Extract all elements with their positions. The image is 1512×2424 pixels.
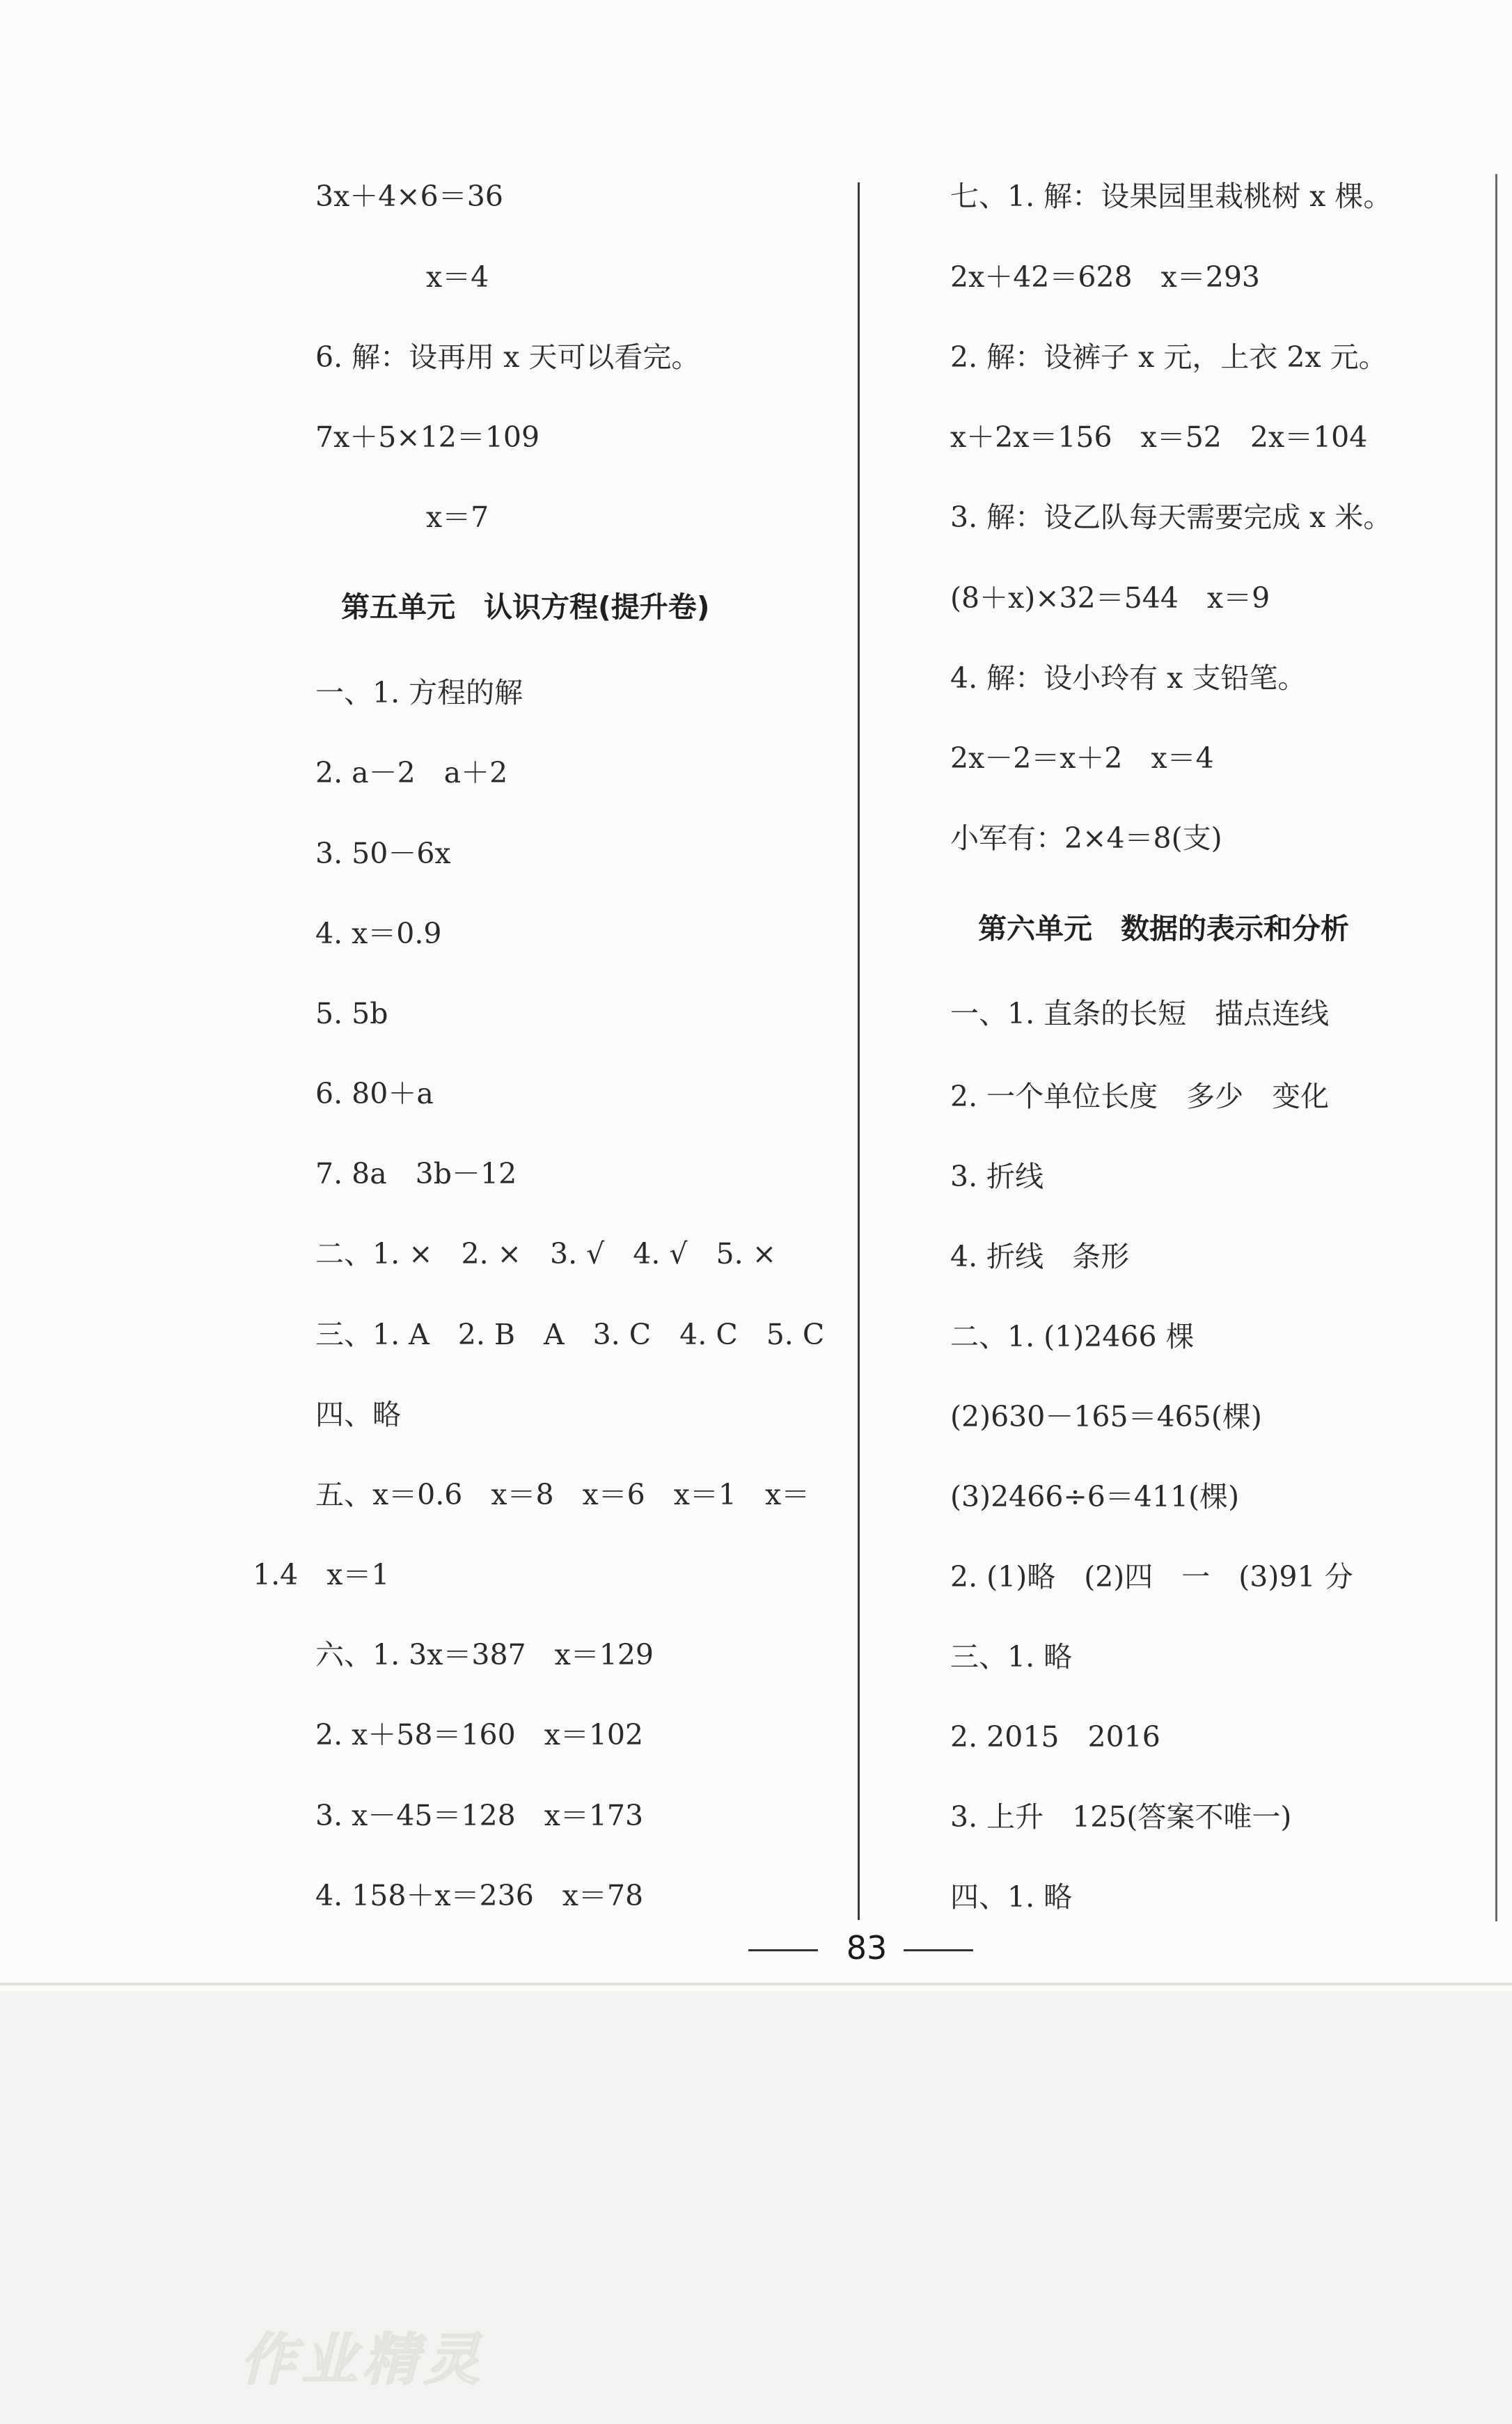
answer-line: 7. 8a 3b－12 <box>315 1157 517 1190</box>
answer-line: 2x＋42＝628 x＝293 <box>950 260 1261 294</box>
page-bottom-shadow <box>0 1983 1512 1985</box>
section-heading-unit6: 第六单元 数据的表示和分析 <box>978 912 1349 945</box>
answer-line: 4. x＝0.9 <box>315 917 442 950</box>
answer-line: 2. 一个单位长度 多少 变化 <box>950 1080 1330 1113</box>
page-number: 83 <box>846 1929 888 1967</box>
answer-line: 2. 解：设裤子 x 元，上衣 2x 元。 <box>950 340 1387 374</box>
page-edge-line <box>1495 174 1497 1921</box>
answer-line: x＝4 <box>426 260 489 294</box>
footer-rule-left <box>748 1949 818 1951</box>
answer-line: 小军有：2×4＝8(支) <box>950 821 1222 855</box>
answer-line: 四、略 <box>315 1398 401 1431</box>
answer-line: 3. 上升 125(答案不唯一) <box>950 1800 1292 1834</box>
answer-line: 三、1. A 2. B A 3. C 4. C 5. C <box>315 1318 825 1351</box>
watermark-text-lower: 作业精灵 <box>240 2327 485 2392</box>
answer-line: 一、1. 方程的解 <box>315 676 523 709</box>
answer-line: 4. 解：设小玲有 x 支铅笔。 <box>950 661 1307 695</box>
answer-line: (2)630－165＝465(棵) <box>950 1400 1262 1433</box>
scan-margin <box>0 1991 1512 2424</box>
answer-line: 3. 50－6x <box>315 837 451 870</box>
answer-line: 2. a－2 a＋2 <box>315 756 508 789</box>
answer-line: 3x＋4×6＝36 <box>315 180 503 213</box>
answer-line: 3. x－45＝128 x＝173 <box>315 1799 644 1832</box>
answer-line: 3. 折线 <box>950 1160 1044 1193</box>
answer-line: 2. 2015 2016 <box>950 1720 1160 1754</box>
answer-line: 四、1. 略 <box>950 1880 1073 1914</box>
answer-line: 七、1. 解：设果园里栽桃树 x 棵。 <box>950 180 1392 213</box>
answer-line: 7x＋5×12＝109 <box>315 420 540 454</box>
answer-line: x＋2x＝156 x＝52 2x＝104 <box>950 420 1368 454</box>
answer-line: 6. 解：设再用 x 天可以看完。 <box>315 340 700 374</box>
answer-line: 3. 解：设乙队每天需要完成 x 米。 <box>950 501 1392 534</box>
column-divider <box>858 182 860 1920</box>
answer-line: 2. x＋58＝160 x＝102 <box>315 1718 644 1752</box>
answer-line: 二、1. × 2. × 3. √ 4. √ 5. × <box>315 1237 777 1270</box>
answer-line: 二、1. (1)2466 棵 <box>950 1320 1195 1353</box>
answer-line: (8＋x)×32＝544 x＝9 <box>950 581 1270 615</box>
answer-line: 一、1. 直条的长短 描点连线 <box>950 997 1330 1030</box>
answer-line: 5. 5b <box>315 997 388 1030</box>
answer-line: 六、1. 3x＝387 x＝129 <box>315 1638 654 1671</box>
answer-line: 6. 80＋a <box>315 1077 434 1110</box>
answer-line: 五、x＝0.6 x＝8 x＝6 x＝1 x＝ <box>315 1478 810 1511</box>
answer-line: 三、1. 略 <box>950 1640 1073 1674</box>
answer-line: 2. (1)略 (2)四 一 (3)91 分 <box>950 1560 1353 1593</box>
answer-line: 4. 折线 条形 <box>950 1240 1130 1273</box>
answer-line: 2x－2＝x＋2 x＝4 <box>950 741 1214 775</box>
answer-line: x＝7 <box>426 501 489 534</box>
footer-rule-right <box>904 1949 973 1951</box>
answer-line: (3)2466÷6＝411(棵) <box>950 1480 1240 1513</box>
section-heading-unit5: 第五单元 认识方程(提升卷) <box>341 590 710 624</box>
answer-line: 4. 158＋x＝236 x＝78 <box>315 1879 644 1912</box>
answer-line: 1.4 x＝1 <box>253 1558 390 1591</box>
